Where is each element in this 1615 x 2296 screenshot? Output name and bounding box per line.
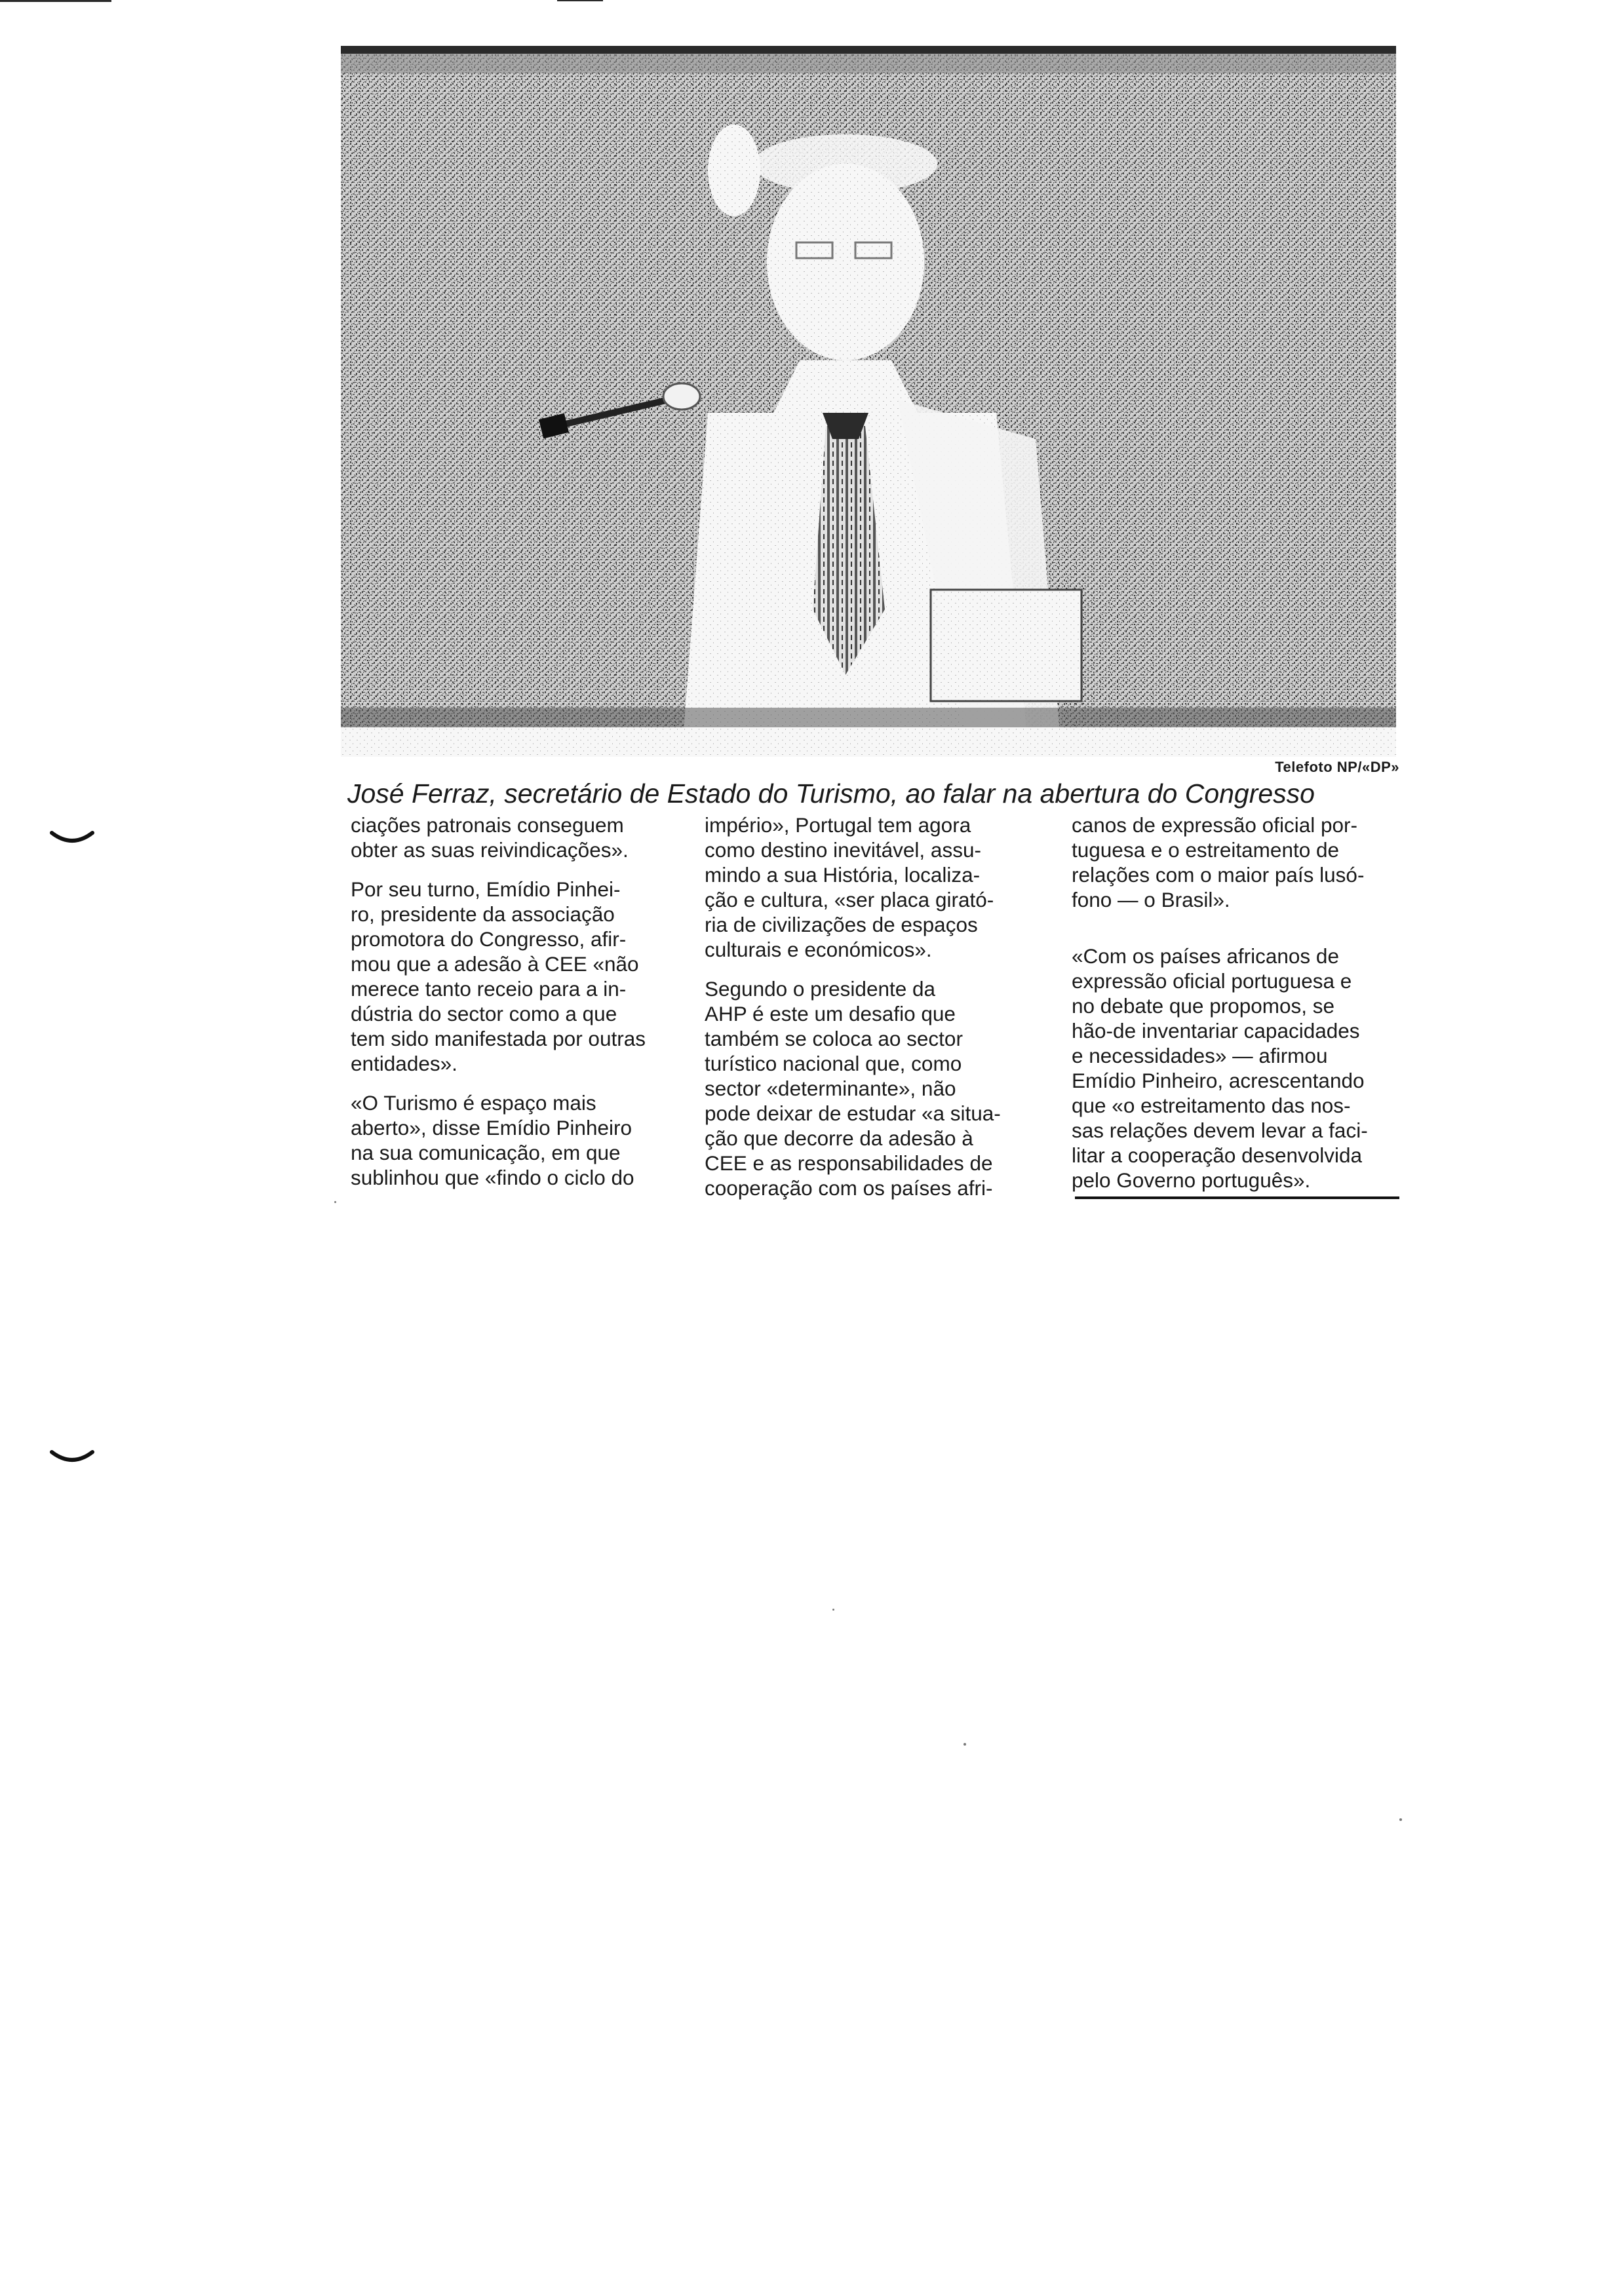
paragraph: «O Turismo é espaço mais aberto», disse Emídio Pinheiro na sua comunicação, em que sublinhou que «findo o ciclo do <box>351 1091 634 1189</box>
scan-speck <box>1399 1818 1402 1821</box>
punch-hole-mark-top <box>49 829 95 849</box>
scan-speck <box>832 1609 834 1611</box>
article-end-rule <box>1075 1196 1399 1199</box>
paragraph: império», Portugal tem agora como destino inevitável, assu- mindo a sua História, localiza- ção e cultura, «ser placa girató- ria de civilizações de espaços culturais e económicos». <box>705 813 994 961</box>
paragraph: canos de expressão oficial por- tuguesa e o estreitamento de relações com o maior país lusó- fono — o Brasil». <box>1072 813 1365 911</box>
article-column-3 <box>1072 813 1412 1207</box>
photo-caption: José Ferraz, secretário de Estado do Turismo, ao falar na abertura do Congresso <box>347 778 1315 809</box>
scan-edge-mark-left <box>0 0 111 2</box>
scan-edge-mark-center <box>557 0 603 1</box>
scan-speck <box>963 1743 966 1746</box>
scan-speck <box>334 1201 336 1203</box>
speaker-photo <box>341 46 1396 757</box>
paragraph: Por seu turno, Emídio Pinhei- ro, presidente da associação promotora do Congresso, afir- mou que a adesão à CEE «não merece tanto receio para a in- dústria do sector como a que tem sido manifestada por outras entidades». <box>351 877 646 1075</box>
photo-credit: Telefoto NP/«DP» <box>1275 759 1399 775</box>
punch-hole-mark-bottom <box>49 1448 95 1468</box>
paragraph: «Com os países africanos de expressão oficial portuguesa e no debate que propomos, se hão-de inventariar capacidades e necessidades» — afirmou Emídio Pinheiro, acrescentando que «o estreitamento das nos- sas relações devem levar a faci- litar a cooperação desenvolvida pelo Governo português». <box>1072 944 1368 1192</box>
article-column-1 <box>351 813 698 1204</box>
paragraph: ciações patronais conseguem obter as suas reivindicações». <box>351 813 629 862</box>
article-column-2 <box>705 813 1052 1215</box>
paragraph: Segundo o presidente da AHP é este um desafio que também se coloca ao sector turístico nacional que, como sector «determinante», não pode deixar de estudar «a situa- ção que decorre da adesão à CEE e as responsabilidades de cooperação com os países afri- <box>705 977 1001 1200</box>
